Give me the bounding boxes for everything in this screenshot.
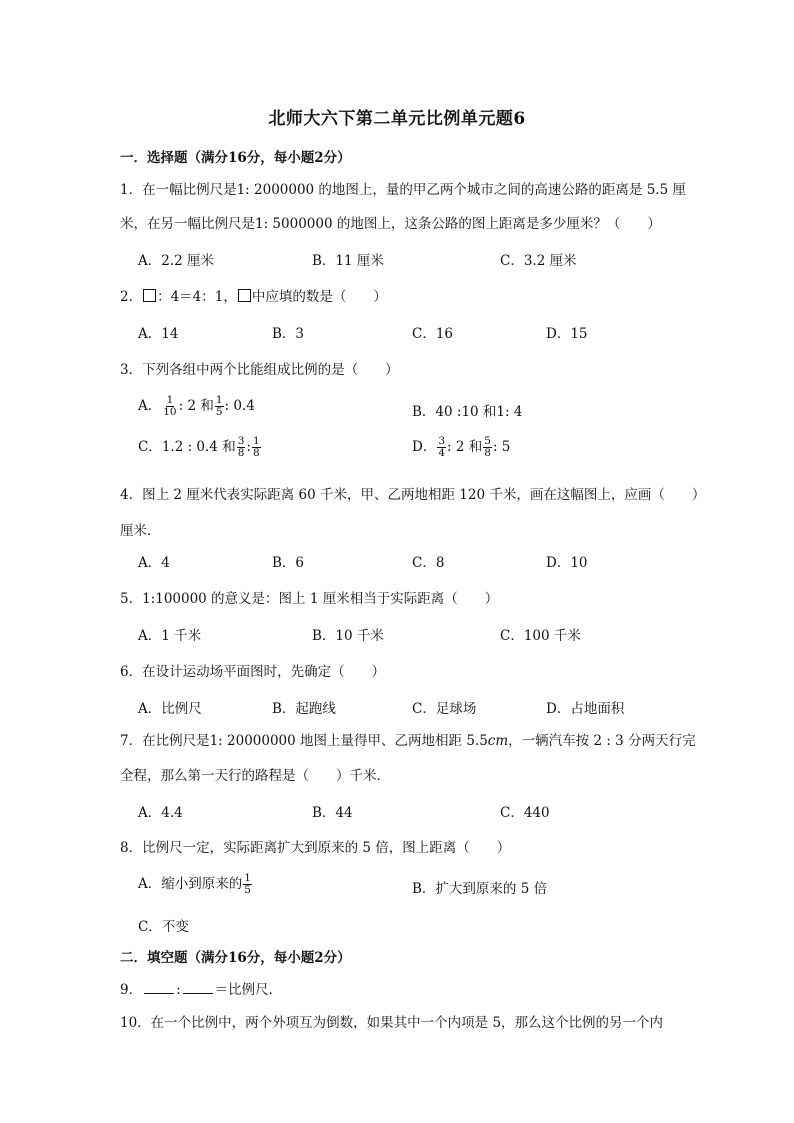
fraction-numerator: 1: [244, 872, 251, 884]
question-1-line-2: 米，在另一幅比例尺是1: 5000000 的地图上，这条公路的图上距离是多少厘米？（ ）: [120, 216, 661, 232]
fraction-denominator: 5: [215, 406, 223, 418]
question-6-option-b[interactable]: B．起跑线: [272, 701, 336, 717]
empty-box-icon: [238, 289, 251, 302]
question-2-option-d[interactable]: D．15: [546, 326, 588, 342]
question-8-option-c[interactable]: C．不变: [138, 919, 189, 935]
question-6-option-a[interactable]: A．比例尺: [138, 701, 202, 717]
fraction: [215, 395, 224, 418]
option-text: :: [246, 439, 251, 455]
fraction-numerator: 5: [484, 435, 491, 447]
question-5-option-b[interactable]: B．10 千米: [312, 628, 384, 644]
option-label: A．: [138, 398, 162, 414]
question-2-option-c[interactable]: C．16: [412, 326, 454, 342]
question-6-option-c[interactable]: C．足球场: [412, 701, 477, 717]
question-4-line-1: 4．图上 2 厘米代表实际距离 60 千米，甲、乙两地相距 120 千米，画在这幅图上，应画（ ）: [120, 487, 706, 503]
question-4-line-2: 厘米．: [120, 523, 161, 539]
fraction-numerator: 1: [252, 435, 260, 447]
question-4-option-b[interactable]: B．6: [272, 555, 305, 571]
question-3: 3．下列各组中两个比能组成比例的是（ ）: [120, 362, 399, 378]
question-9-separator: :: [176, 982, 181, 998]
question-2-option-b[interactable]: B．3: [272, 326, 305, 342]
fraction-numerator: 3: [438, 435, 446, 447]
fraction: [252, 436, 261, 459]
fraction-denominator: 4: [438, 447, 446, 459]
question-10-line-1: 10．在一个比例中，两个外项互为倒数，如果其中一个内项是 5，那么这个比例的另一个内: [120, 1015, 664, 1031]
question-2-prefix: 2．: [120, 289, 143, 305]
question-7-option-a[interactable]: A．4.4: [138, 805, 183, 821]
question-2-middle: ：4＝4：1，: [157, 289, 237, 305]
question-2-suffix: 中应填的数是（ ）: [251, 289, 387, 305]
question-7-text-end: ，一辆汽车按 2 : 3 分两天行完: [508, 733, 696, 749]
question-9-prefix: 9．: [120, 982, 143, 998]
fraction: [162, 395, 177, 418]
fraction-denominator: 8: [484, 447, 491, 459]
question-6-option-d[interactable]: D．占地面积: [546, 701, 625, 717]
question-7-line-2: 全程，那么第一天行的路程是（ ）千米．: [120, 768, 390, 784]
answer-blank[interactable]: [183, 981, 213, 994]
section-heading-choice: 一．选择题（满分16分，每小题2分）: [120, 150, 351, 166]
question-6: 6．在设计运动场平面图时，先确定（ ）: [120, 664, 386, 680]
option-label: D．: [412, 439, 437, 455]
option-text: : 0.4: [224, 398, 255, 414]
option-text: : 2 和: [178, 398, 214, 414]
fraction-numerator: 3: [237, 435, 245, 447]
fraction: [237, 436, 246, 459]
question-5: 5．1:100000 的意义是：图上 1 厘米相当于实际距离（ ）: [120, 591, 499, 607]
unit-cm: cm: [487, 733, 509, 749]
fraction-denominator: 8: [252, 447, 260, 459]
question-1-option-a[interactable]: A．2.2 厘米: [138, 253, 215, 269]
option-text: : 5: [492, 439, 511, 455]
question-4-option-a[interactable]: A．4: [138, 555, 170, 571]
question-1-line-1: 1．在一幅比例尺是1: 2000000 的地图上，量的甲乙两个城市之间的高速公路的距离是 5.5 厘: [120, 182, 686, 198]
question-9: [120, 978, 680, 998]
question-8: 8．比例尺一定，实际距离扩大到原来的 5 倍，图上距离（ ）: [120, 840, 511, 856]
option-label: C．1.2 : 0.4 和: [138, 439, 236, 455]
question-4-option-d[interactable]: D．10: [546, 555, 588, 571]
fraction-denominator: 8: [237, 447, 245, 459]
question-5-option-a[interactable]: A．1 千米: [138, 628, 202, 644]
fraction-numerator: 1: [215, 394, 223, 406]
section-heading-fill-in: 二．填空题（满分16分，每小题2分）: [120, 950, 351, 966]
question-2-option-a[interactable]: A．14: [138, 326, 179, 342]
question-3-option-b[interactable]: B．40 :10 和1: 4: [412, 404, 523, 420]
question-9-suffix: ＝比例尺．: [214, 982, 283, 998]
fraction-numerator: 1: [166, 394, 174, 406]
fraction-denominator: 10: [163, 406, 177, 418]
question-3-option-c[interactable]: [138, 435, 262, 459]
question-1-option-c[interactable]: C．3.2 厘米: [500, 253, 577, 269]
question-8-option-a[interactable]: [138, 872, 253, 896]
page-title: 北师大六下第二单元比例单元题6: [268, 109, 526, 129]
question-5-option-c[interactable]: C．100 千米: [500, 628, 581, 644]
question-4-option-c[interactable]: C．8: [412, 555, 445, 571]
fraction: [483, 436, 492, 459]
fraction: [437, 436, 446, 459]
fraction-denominator: 5: [244, 884, 251, 896]
answer-blank[interactable]: [144, 981, 174, 994]
question-1-option-b[interactable]: B．11 厘米: [312, 253, 384, 269]
question-3-option-a[interactable]: [138, 394, 255, 418]
question-7-line-1: [120, 729, 696, 749]
option-label: A．缩小到原来的: [138, 876, 243, 892]
option-text: : 2 和: [447, 439, 483, 455]
question-7-option-b[interactable]: B．44: [312, 805, 353, 821]
empty-box-icon: [143, 289, 156, 302]
question-3-option-d[interactable]: [412, 435, 510, 459]
question-7-text: 7．在比例尺是1: 20000000 地图上量得甲、乙两地相距 5.5: [120, 733, 488, 749]
question-8-option-b[interactable]: B．扩大到原来的 5 倍: [412, 881, 548, 897]
fraction: [243, 873, 252, 896]
question-7-option-c[interactable]: C．440: [500, 805, 550, 821]
question-2: [120, 285, 680, 305]
